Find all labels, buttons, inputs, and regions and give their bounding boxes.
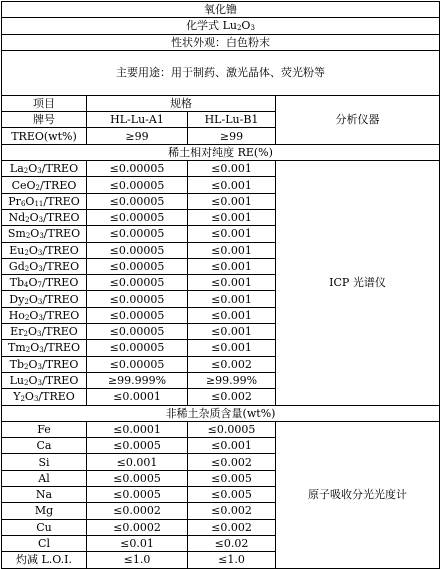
re-item-label [2, 226, 87, 242]
formula-text [223, 19, 255, 32]
formula-segment: Pr [8, 194, 21, 208]
formula-subscript: 3 [38, 265, 43, 273]
impurity-label: 灼减 L.O.I. [2, 552, 87, 568]
re-item-label [2, 258, 87, 274]
formula-segment: CeO [11, 178, 36, 192]
impurity-value-b: ≤0.005 [188, 487, 276, 503]
re-value-a: ≤0.00005 [87, 242, 188, 258]
formula-segment: O [29, 211, 39, 225]
table-row [2, 421, 440, 437]
impurity-value-a: ≤0.01 [87, 535, 188, 551]
item-header: 项目 [2, 95, 87, 111]
impurity-value-a: ≤0.0002 [87, 519, 188, 535]
re-value-a: ≤0.00005 [87, 209, 188, 225]
formula-subscript: 2 [20, 395, 25, 404]
re-value-b: ≤0.002 [188, 356, 276, 372]
formula-segment: /TREO [42, 243, 79, 257]
re-value-b: ≤0.001 [188, 291, 276, 307]
spec-header: 规格 [87, 95, 276, 111]
formula-subscript: 2 [24, 248, 29, 257]
re-value-a: ≤0.00005 [87, 161, 188, 177]
impurity-label: Na [2, 487, 87, 503]
re-section-title: 稀土相对纯度 RE(%) [2, 144, 440, 160]
formula-subscript: 2 [25, 216, 30, 225]
impurity-value-a: ≤0.0001 [87, 421, 188, 437]
formula-subscript: 3 [250, 24, 255, 33]
formula-segment: La [9, 162, 24, 176]
formula-subscript: 3 [39, 232, 44, 241]
formula-segment: /TREO [43, 341, 81, 355]
treo-value-b: ≥99 [188, 128, 276, 144]
formula-segment: O [28, 276, 38, 290]
re-value-a: ≤0.00005 [87, 177, 188, 193]
formula-segment: /TREO [43, 211, 80, 225]
formula-segment: Ho [8, 308, 25, 322]
formula-segment: O [28, 292, 38, 306]
non-re-section-title: 非稀土杂质含量(wt%) [2, 405, 440, 421]
re-value-b: ≤0.001 [188, 324, 276, 340]
formula-segment: O [30, 227, 40, 241]
formula-segment: Y [13, 390, 21, 404]
formula-segment: O [27, 325, 37, 339]
formula-segment: /TREO [42, 260, 80, 273]
impurity-value-a: ≤1.0 [87, 552, 188, 568]
impurity-value-b: ≤0.02 [188, 535, 276, 551]
formula-segment: O [24, 390, 34, 404]
formula-segment: /TREO [43, 194, 80, 208]
formula-segment: Lu [222, 19, 237, 33]
formula-segment: O [25, 194, 35, 208]
formula-subscript: 2 [23, 330, 28, 339]
re-item-label [2, 324, 87, 340]
formula-segment: O [28, 162, 38, 176]
re-value-a: ≤0.00005 [87, 275, 188, 291]
spec-table [1, 1, 440, 569]
formula-subscript: 2 [24, 362, 29, 371]
impurity-value-b: ≤0.002 [188, 454, 276, 470]
instrument-header: 分析仪器 [276, 95, 440, 144]
impurity-value-b: ≤0.0005 [188, 421, 276, 437]
re-item-label [2, 275, 87, 291]
non-re-impurity-rows [2, 421, 440, 568]
impurity-value-b: ≤0.005 [188, 470, 276, 486]
formula-segment: Lu [9, 374, 25, 388]
formula-subscript: 2 [24, 379, 29, 388]
formula-subscript: 3 [37, 379, 42, 388]
formula-subscript: 3 [37, 167, 42, 176]
appearance-text: 性状外观：白色粉末 [2, 34, 440, 50]
grade-header: 牌号 [2, 112, 87, 128]
formula-segment: /TREO [42, 308, 80, 322]
re-value-a: ≤0.00005 [87, 340, 188, 356]
treo-value-a: ≥99 [87, 128, 188, 144]
impurity-label: Cu [2, 519, 87, 535]
formula-subscript: 2 [24, 313, 30, 322]
formula-subscript: 2 [23, 167, 29, 176]
re-value-a: ≤0.00005 [87, 307, 188, 323]
formula-segment: /TREO [41, 374, 79, 388]
re-value-a: ≤0.00005 [87, 193, 188, 209]
formula-subscript: 3 [39, 346, 44, 355]
re-value-b: ≤0.001 [188, 307, 276, 323]
re-value-b: ≤0.001 [188, 275, 276, 291]
formula-subscript: 11 [34, 199, 44, 208]
document-title: 氧化镥 [2, 2, 440, 18]
impurity-value-b: ≤0.002 [188, 519, 276, 535]
chemical-formula: 化学式 $Lu_2O_3$ [2, 18, 440, 34]
impurity-label: Cl [2, 535, 87, 551]
formula-subscript: 4 [24, 281, 29, 290]
re-section-row [2, 144, 440, 160]
formula-segment: Nd [8, 211, 26, 225]
formula-subscript: 6 [20, 199, 26, 208]
usage-text: 主要用途：用于制药、激光晶体、荧光粉等 [2, 50, 440, 95]
formula-segment: O [28, 357, 38, 371]
impurity-label: Si [2, 454, 87, 470]
formula-segment: Tb [9, 357, 25, 371]
formula-segment: /TREO [42, 292, 79, 306]
title-row [2, 2, 440, 18]
re-item-label [2, 193, 87, 209]
formula-segment: O [29, 308, 39, 322]
impurity-value-a: ≤0.0005 [87, 487, 188, 503]
formula-segment: Er [10, 325, 24, 339]
formula-segment: Tb [9, 276, 25, 290]
formula-subscript: 3 [37, 248, 43, 257]
re-value-b: ≤0.001 [188, 177, 276, 193]
re-value-b: ≤0.001 [188, 193, 276, 209]
formula-segment: Tm [7, 341, 26, 355]
re-value-b: ≤0.001 [188, 209, 276, 225]
treo-label: TREO(wt%) [2, 128, 87, 144]
impurity-value-b: ≤1.0 [188, 552, 276, 568]
header-row-1 [2, 95, 440, 111]
impurity-value-b: ≤0.001 [188, 438, 276, 454]
impurity-label: Mg [2, 503, 87, 519]
formula-subscript: 3 [37, 297, 43, 306]
formula-row [2, 18, 440, 34]
re-item-label [2, 242, 87, 258]
formula-segment: /TREO [41, 325, 78, 339]
re-purity-rows [2, 161, 440, 405]
re-item-label [2, 340, 87, 356]
formula-subscript: 3 [33, 395, 39, 404]
re-value-a: ≤0.00005 [87, 356, 188, 372]
formula-segment: /TREO [40, 178, 77, 192]
formula-subscript: 3 [38, 313, 43, 322]
impurity-value-a: ≤0.0002 [87, 503, 188, 519]
re-item-label [2, 307, 87, 323]
formula-segment: Gd [8, 260, 25, 273]
table-row [2, 161, 440, 177]
grade-a-header: HL-Lu-A1 [87, 112, 188, 128]
re-value-a: ≤0.00005 [87, 291, 188, 307]
formula-subscript: 3 [36, 330, 42, 339]
impurity-value-a: ≤0.001 [87, 454, 188, 470]
formula-subscript: 2 [24, 297, 29, 306]
formula-subscript: 7 [37, 281, 42, 290]
formula-segment: /TREO [41, 162, 79, 176]
formula-subscript: 2 [236, 24, 242, 33]
formula-segment: Eu [9, 243, 25, 257]
formula-segment: Sm [7, 227, 26, 241]
appearance-row [2, 34, 440, 50]
formula-segment: /TREO [43, 227, 81, 241]
formula-segment: O [241, 19, 251, 33]
re-value-a: ≤0.00005 [87, 226, 188, 242]
re-value-a: ≤0.00005 [87, 258, 188, 274]
grade-b-header: HL-Lu-B1 [188, 112, 276, 128]
formula-segment: O [28, 243, 38, 257]
formula-segment: O [30, 341, 40, 355]
usage-row [2, 50, 440, 95]
impurity-value-a: ≤0.0005 [87, 438, 188, 454]
re-item-label [2, 177, 87, 193]
non-re-section-row [2, 405, 440, 421]
formula-subscript: 2 [25, 232, 31, 241]
re-value-b: ≤0.001 [188, 258, 276, 274]
impurity-label: Fe [2, 421, 87, 437]
formula-segment: Dy [9, 292, 25, 306]
formula-subscript: 2 [25, 346, 31, 355]
re-value-b: ≤0.001 [188, 242, 276, 258]
formula-segment: /TREO [38, 390, 75, 404]
non-re-instrument: 原子吸收分光光度计 [276, 421, 440, 568]
impurity-label: Al [2, 470, 87, 486]
re-value-a: ≥99.999% [87, 372, 188, 388]
re-value-b: ≥99.99% [188, 372, 276, 388]
impurity-label: Ca [2, 438, 87, 454]
re-value-b: ≤0.001 [188, 340, 276, 356]
re-value-b: ≤0.002 [188, 389, 276, 405]
re-value-a: ≤0.0001 [87, 389, 188, 405]
formula-segment: /TREO [41, 357, 79, 371]
formula-subscript: 2 [24, 265, 30, 273]
re-item-label [2, 291, 87, 307]
impurity-value-b: ≤0.002 [188, 503, 276, 519]
formula-segment: O [28, 374, 38, 388]
formula-segment: /TREO [41, 276, 79, 290]
re-instrument: ICP 光谱仪 [276, 161, 440, 405]
re-item-label [2, 209, 87, 225]
re-value-a: ≤0.00005 [87, 324, 188, 340]
formula-segment: O [29, 260, 39, 273]
impurity-value-a: ≤0.0005 [87, 470, 188, 486]
re-item-label [2, 356, 87, 372]
formula-subscript: 2 [35, 183, 41, 192]
re-item-label [2, 161, 87, 177]
re-value-b: ≤0.001 [188, 226, 276, 242]
formula-subscript: 3 [38, 216, 44, 225]
re-item-label [2, 372, 87, 388]
formula-subscript: 3 [37, 362, 42, 371]
re-item-label [2, 389, 87, 405]
re-value-b: ≤0.001 [188, 161, 276, 177]
